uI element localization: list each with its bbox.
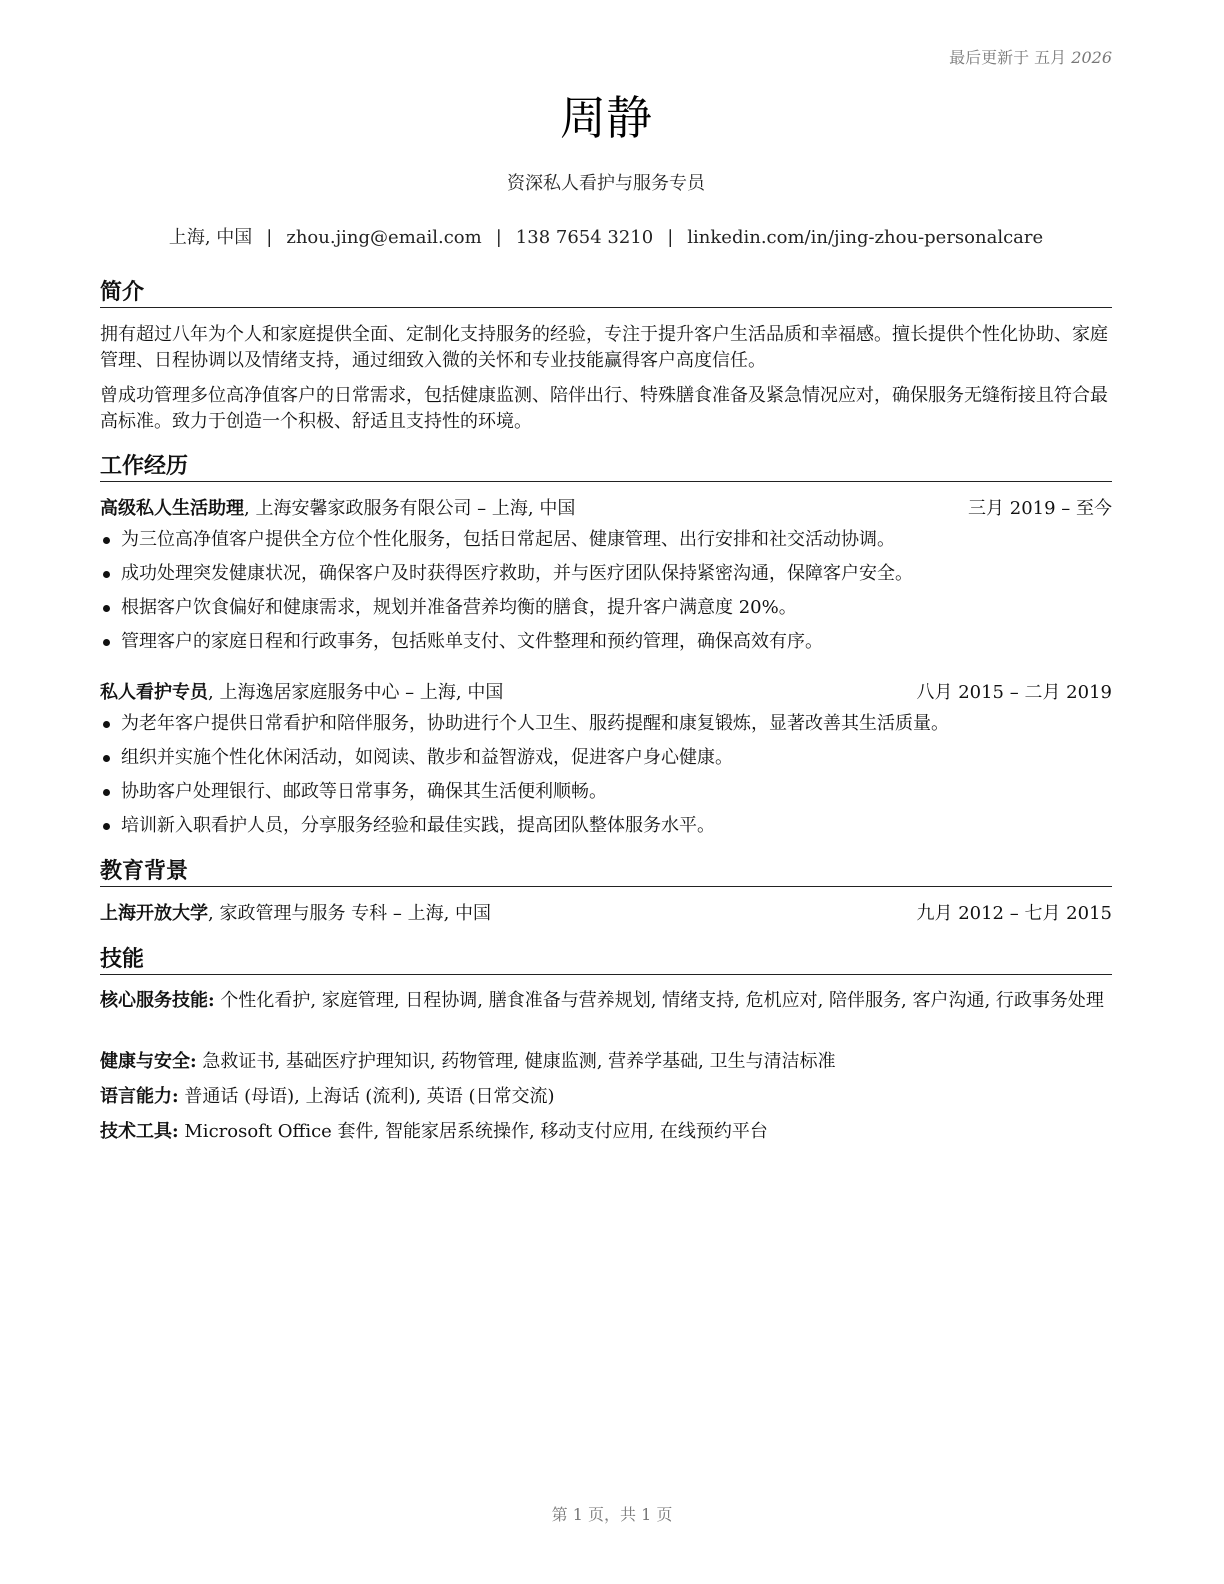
skill-line bbox=[100, 988, 1112, 1014]
bullet-dot bbox=[103, 823, 110, 830]
contact-linkedin-link[interactable]: linkedin.com/in/jing-zhou-personalcare bbox=[687, 227, 1044, 248]
contact-location: 上海, 中国 bbox=[168, 227, 253, 248]
job-dates: 三月 2019 – 至今 bbox=[968, 498, 1112, 519]
bullet-item bbox=[100, 561, 1112, 595]
bullet-item bbox=[100, 779, 1112, 813]
job-header bbox=[100, 680, 1112, 706]
bullet-item bbox=[100, 595, 1112, 629]
bullet-text: 为老年客户提供日常看护和陪伴服务，协助进行个人卫生、服药提醒和康复锻炼，显著改善其生活质量。 bbox=[121, 713, 949, 734]
education-entry bbox=[100, 901, 1112, 927]
section-title-summary: 简介 bbox=[100, 278, 1112, 308]
summary-paragraph: 曾成功管理多位高净值客户的日常需求，包括健康监测、陪伴出行、特殊膳食准备及紧急情况应对，确保服务无缝衔接且符合最高标准。致力于创造一个积极、舒适且支持性的环境。 bbox=[100, 385, 1108, 432]
contact-separator: | bbox=[266, 227, 273, 248]
contact-email-link[interactable]: zhou.jing@email.com bbox=[286, 227, 482, 248]
summary-paragraph: 拥有超过八年为个人和家庭提供全面、定制化支持服务的经验，专注于提升客户生活品质和幸福感。擅长提供个性化协助、家庭管理、日程协调以及情绪支持，通过细致入微的关怀和专业技能赢得客户高度信任。 bbox=[100, 324, 1108, 371]
skill-line bbox=[100, 1084, 1112, 1110]
last-updated bbox=[949, 45, 1112, 68]
skill-list: 个性化看护, 家庭管理, 日程协调, 膳食准备与营养规划, 情绪支持, 危机应对, 陪伴服务, 客户沟通, 行政事务处理 bbox=[214, 990, 1104, 1011]
skill-list: 普通话 (母语), 上海话 (流利), 英语 (日常交流) bbox=[178, 1086, 555, 1107]
last-updated-year: 2026 bbox=[1071, 48, 1112, 67]
bullet-dot bbox=[103, 605, 110, 612]
page-number: 第 1 页，共 1 页 bbox=[551, 1505, 673, 1524]
job-dates: 八月 2015 – 二月 2019 bbox=[916, 682, 1112, 703]
skill-category: 核心服务技能: bbox=[100, 990, 215, 1011]
section-title-experience: 工作经历 bbox=[100, 452, 1112, 482]
skill-line bbox=[100, 1119, 1112, 1145]
bullet-text: 根据客户饮食偏好和健康需求，规划并准备营养均衡的膳食，提升客户满意度 20%。 bbox=[121, 597, 797, 618]
job-bullets bbox=[100, 711, 1112, 847]
bullet-item bbox=[100, 745, 1112, 779]
bullet-item bbox=[100, 527, 1112, 561]
bullet-text: 协助客户处理银行、邮政等日常事务，确保其生活便利顺畅。 bbox=[121, 781, 607, 802]
contact-phone: 138 7654 3210 bbox=[515, 227, 654, 248]
candidate-headline: 资深私人看护与服务专员 bbox=[507, 173, 705, 194]
bullet-dot bbox=[103, 755, 110, 762]
skill-list: Microsoft Office 套件, 智能家居系统操作, 移动支付应用, 在线预约平台 bbox=[178, 1121, 768, 1142]
candidate-name: 周静 bbox=[560, 91, 652, 145]
skill-category: 技术工具: bbox=[100, 1121, 179, 1142]
job-employer: , 上海安馨家政服务有限公司 – 上海, 中国 bbox=[244, 498, 576, 519]
job-employer: , 上海逸居家庭服务中心 – 上海, 中国 bbox=[208, 682, 504, 703]
job-header bbox=[100, 496, 1112, 522]
bullet-text: 为三位高净值客户提供全方位个性化服务，包括日常起居、健康管理、出行安排和社交活动协调。 bbox=[121, 529, 895, 550]
bullet-dot bbox=[103, 721, 110, 728]
contact-separator: | bbox=[667, 227, 674, 248]
bullet-text: 组织并实施个性化休闲活动，如阅读、散步和益智游戏，促进客户身心健康。 bbox=[121, 747, 733, 768]
bullet-dot bbox=[103, 789, 110, 796]
section-title-skills: 技能 bbox=[100, 945, 1112, 975]
education-detail: , 家政管理与服务 专科 – 上海, 中国 bbox=[208, 903, 492, 924]
skill-category: 健康与安全: bbox=[100, 1051, 197, 1072]
bullet-item bbox=[100, 813, 1112, 847]
bullet-text: 培训新入职看护人员，分享服务经验和最佳实践，提高团队整体服务水平。 bbox=[121, 815, 715, 836]
bullet-item bbox=[100, 629, 1112, 663]
job-title: 私人看护专员 bbox=[100, 682, 208, 703]
bullet-text: 成功处理突发健康状况，确保客户及时获得医疗救助，并与医疗团队保持紧密沟通，保障客户安全。 bbox=[121, 563, 913, 584]
last-updated-label: 最后更新于 五月 bbox=[949, 48, 1067, 67]
school-name: 上海开放大学 bbox=[100, 903, 208, 924]
job-bullets bbox=[100, 527, 1112, 663]
bullet-dot bbox=[103, 571, 110, 578]
bullet-item bbox=[100, 711, 1112, 745]
job-title: 高级私人生活助理 bbox=[100, 498, 244, 519]
bullet-dot bbox=[103, 639, 110, 646]
skill-category: 语言能力: bbox=[100, 1086, 179, 1107]
section-title-education: 教育背景 bbox=[100, 857, 1112, 887]
contact-separator: | bbox=[495, 227, 502, 248]
bullet-dot bbox=[103, 537, 110, 544]
contact-line bbox=[100, 225, 1112, 251]
bullet-text: 管理客户的家庭日程和行政事务，包括账单支付、文件整理和预约管理，确保高效有序。 bbox=[121, 631, 823, 652]
skill-line bbox=[100, 1049, 1112, 1075]
education-dates: 九月 2012 – 七月 2015 bbox=[916, 903, 1112, 924]
skill-list: 急救证书, 基础医疗护理知识, 药物管理, 健康监测, 营养学基础, 卫生与清洁标准 bbox=[196, 1051, 836, 1072]
